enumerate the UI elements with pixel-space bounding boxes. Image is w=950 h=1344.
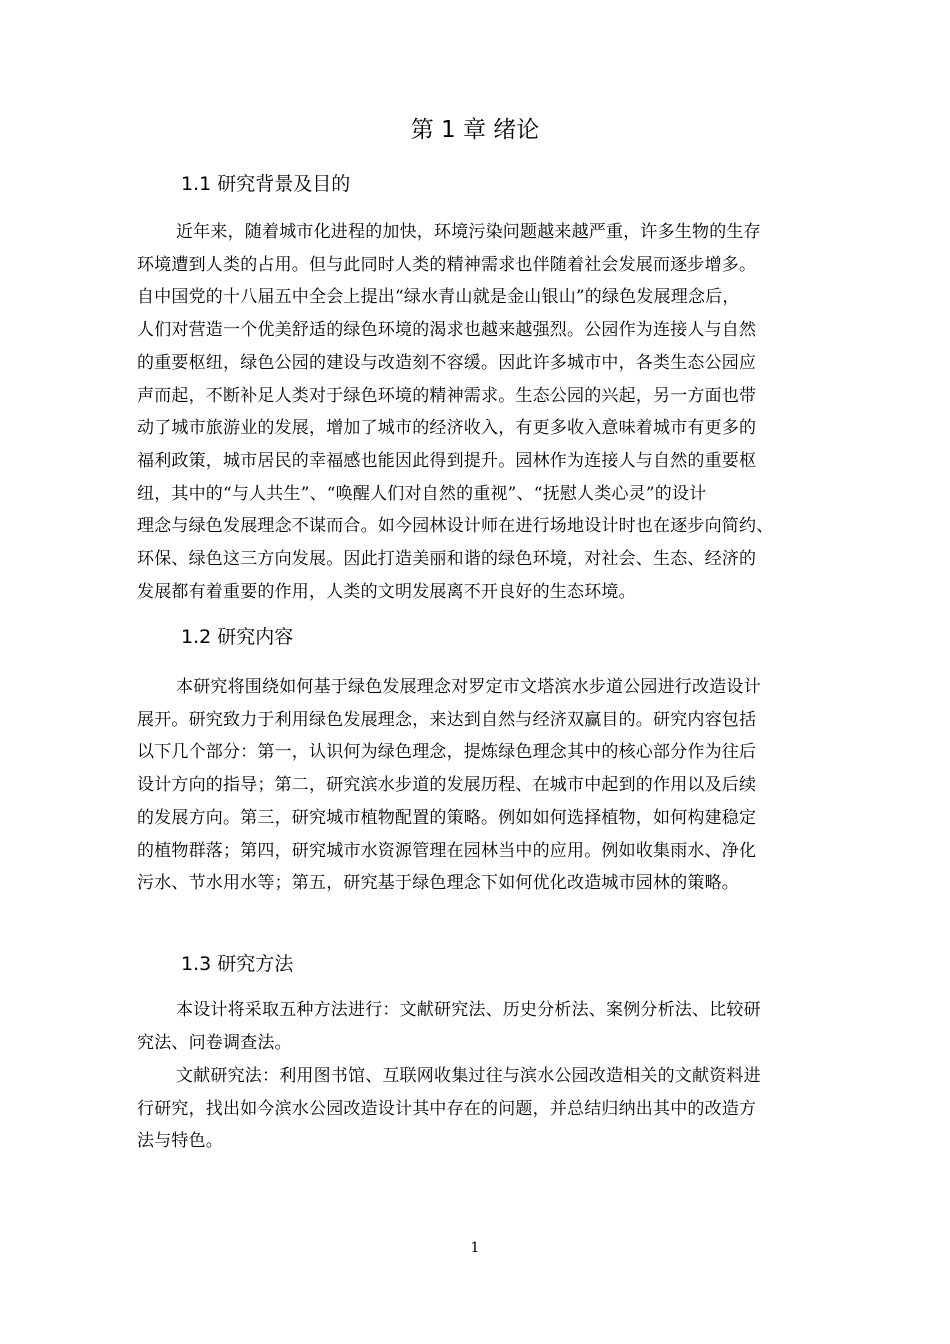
paragraph-line: 本研究将围绕如何基于绿色发展理念对罗定市文塔滨水步道公园进行改造设计	[176, 677, 761, 697]
paragraph-line: 法与特色。	[137, 1131, 223, 1152]
paragraph-methods	[137, 994, 837, 1059]
paragraph-content	[137, 671, 837, 900]
paragraph-line: 福利政策，城市居民的幸福感也能因此得到提升。园林作为连接人与自然的重要枢	[137, 450, 757, 471]
paragraph-line: 近年来，随着城市化进程的加快，环境污染问题越来越严重，许多生物的生存	[176, 222, 761, 242]
section-heading-1-2: 1.2 研究内容	[181, 626, 294, 648]
paragraph-line: 的重要枢纽，绿色公园的建设与改造刻不容缓。因此许多城市中，各类生态公园应	[137, 352, 757, 373]
section-heading-1-3: 1.3 研究方法	[181, 953, 294, 975]
paragraph-line: 行研究，找出如今滨水公园改造设计其中存在的问题，并总结归纳出其中的改造方	[137, 1098, 757, 1119]
paragraph-line: 人们对营造一个优美舒适的绿色环境的渴求也越来越强烈。公园作为连接人与自然	[137, 320, 757, 341]
paragraph-line: 环境遭到人类的占用。但与此同时人类的精神需求也伴随着社会发展而逐步增多。	[137, 254, 757, 275]
paragraph-line: 动了城市旅游业的发展，增加了城市的经济收入，有更多收入意味着城市有更多的	[137, 418, 757, 439]
paragraph-line: 的发展方向。第三，研究城市植物配置的策略。例如如何选择植物，如何构建稳定	[137, 807, 757, 828]
section-heading-1-1: 1.1 研究背景及目的	[181, 173, 351, 195]
paragraph-line: 展开。研究致力于利用绿色发展理念，来达到自然与经济双赢目的。研究内容包括	[137, 709, 757, 730]
paragraph-line: 声而起，不断补足人类对于绿色环境的精神需求。生态公园的兴起，另一方面也带	[137, 385, 757, 406]
paragraph-line: 环保、绿色这三方向发展。因此打造美丽和谐的绿色环境，对社会、生态、经济的	[137, 549, 757, 570]
paragraph-line: 究法、问卷调查法。	[137, 1032, 292, 1053]
paragraph-line: 设计方向的指导；第二，研究滨水步道的发展历程、在城市中起到的作用以及后续	[137, 775, 757, 796]
paragraph-line: 文献研究法：利用图书馆、互联网收集过往与滨水公园改造相关的文献资料进	[176, 1066, 761, 1086]
paragraph-line: 自中国党的十八届五中全会上提出“绿水青山就是金山银山”的绿色发展理念后，	[137, 287, 740, 308]
paragraph-line: 的植物群落；第四，研究城市水资源管理在园林当中的应用。例如收集雨水、净化	[137, 840, 757, 861]
paragraph-line: 污水、节水用水等；第五，研究基于绿色理念下如何优化改造城市园林的策略。	[137, 873, 739, 894]
paragraph-literature-method	[137, 1060, 837, 1158]
paragraph-line: 以下几个部分：第一，认识何为绿色理念，提炼绿色理念其中的核心部分作为往后	[137, 742, 757, 763]
paragraph-line: 纽，其中的“与人共生”、“唤醒人们对自然的重视”、“抚慰人类心灵”的设计	[137, 483, 707, 504]
page-number: 1	[470, 1240, 480, 1256]
paragraph-line: 发展都有着重要的作用，人类的文明发展离不开良好的生态环境。	[137, 581, 636, 602]
paragraph-line: 本设计将采取五种方法进行：文献研究法、历史分析法、案例分析法、比较研	[176, 1000, 761, 1020]
paragraph-background	[137, 216, 837, 608]
paragraph-line: 理念与绿色发展理念不谋而合。如今园林设计师在进行场地设计时也在逐步向简约、	[137, 516, 774, 537]
chapter-title: 第 1 章 绪论	[410, 117, 540, 143]
